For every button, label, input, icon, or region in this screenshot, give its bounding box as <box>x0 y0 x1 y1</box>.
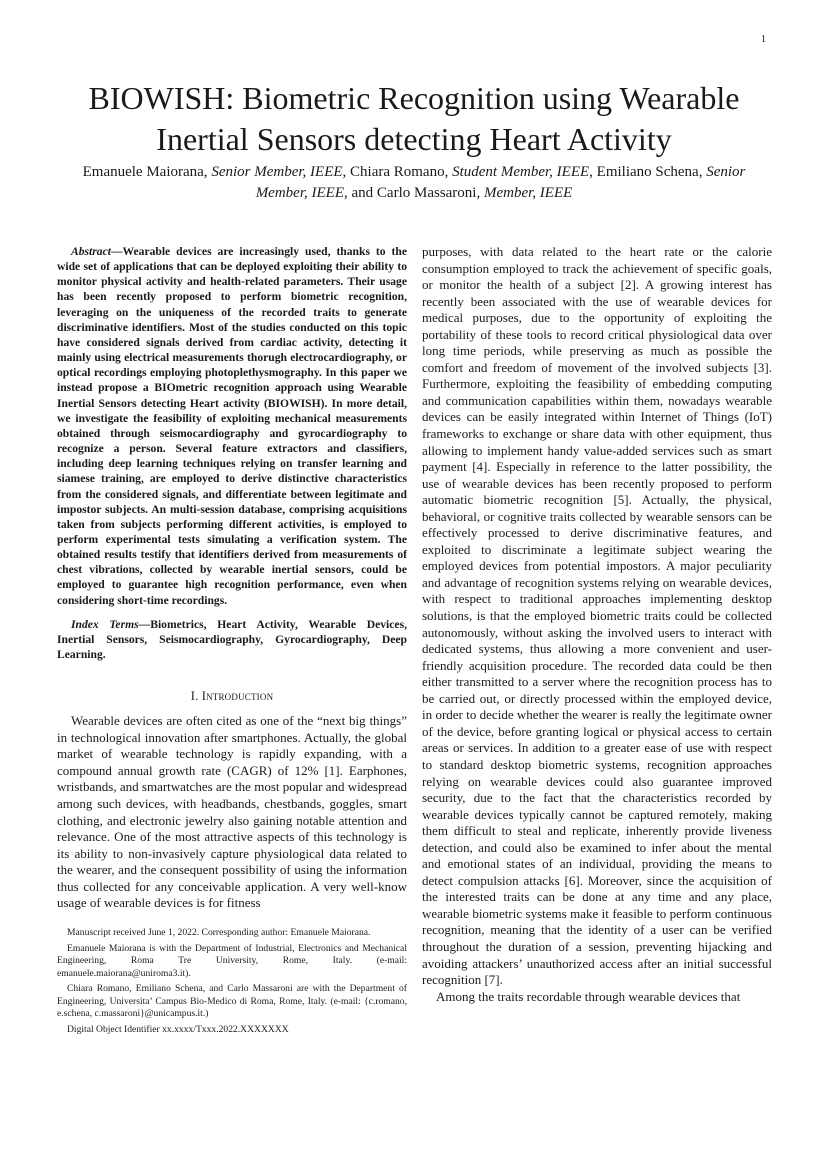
index-terms <box>57 617 407 662</box>
abstract-text: Wearable devices are increasingly used, thanks to the wide set of applications that can be deployed exploiting their ability to monitor physical activity and health-related parameters. Their usage has been recently proposed to perform biometric recognition, leveraging on the uniqueness of the recorded traits to generate discriminative identifiers. Most of the studies conducted on this topic have considered signals derived from cardiac activity, detecting it mainly using electrical measurements thorugh electrocardiography, or optical recordings employing photoplethysmography. In this paper we instead propose a BIOmetric recognition approach using Wearable Inertial Sensors detecting Heart activity (BIOWISH). In more detail, we investigate the feasibility of exploiting mechanical measurements obtained through seismocardiography and gyrocardiography to recognize a person. Several feature extractors and classifiers, including deep learning techniques relying on transfer learning and siamese training, are employed to derive distinctive characteristics from the considered signals, and differentiate between legitimate and impostor subjects. An multi-session database, comprising acquisitions taken from subjects performing different activities, is employed to perform experimental tests simulating a verification system. The obtained results testify that identifiers derived from measurements of chest vibrations, collected by wearable inertial sensors, could be employed to guarantee high recognition performance, even when considering short-time recordings. <box>57 245 407 607</box>
author-name: , Emiliano Schena, <box>589 164 707 180</box>
footnote-doi: Digital Object Identifier xx.xxxx/Txxx.2022.XXXXXXX <box>67 1023 289 1035</box>
footnote-affiliation-2: Chiara Romano, Emiliano Schena, and Carlo Massaroni are with the Department of Engineering, Universita’ Campus Bio-Medico di Roma, Rome, Italy. (e-mail: {c.romano, e.schena, c.massaroni}@unicampus.it.) <box>57 983 407 1019</box>
body-paragraph-next: Among the traits recordable through wearable devices that <box>436 988 741 1004</box>
author-role: Senior Member, IEEE <box>255 164 746 201</box>
author-role: Member, IEEE <box>483 185 573 201</box>
index-terms-text: —Biometrics, Heart Activity, Wearable Devices, Inertial Sensors, Seismocardiography, Gyrocardiography, Deep Learning. <box>57 617 407 662</box>
page-number: 1 <box>761 34 766 45</box>
author-role: Senior Member, IEEE <box>211 164 343 180</box>
author-name: , and Carlo Massaroni, <box>344 185 484 201</box>
intro-paragraph: Wearable devices are often cited as one of the “next big things” in technological innovation after smartphones. Actually, the global market of wearable technology is rapidly expanding, with a compound annual growth rate (CAGR) of 12% [1]. Earphones, wristbands, and smartwatches are the most popular and widespread among such devices, with headbands, chestbands, goggles, smart clothing, and electronic jewelry also gaining notable attention and relevance. One of the most attractive aspects of this technology is its ability to non-invasively capture physiological data related to the wearer, and the consequent possibility of using the information thus collected for any conceivable application. A very well-know usage of wearable devices is for fitness <box>57 713 407 911</box>
author-name: , Chiara Romano, <box>342 164 453 180</box>
index-terms-lead: Index Terms <box>71 617 139 631</box>
footnote-affiliation-1: Emanuele Maiorana is with the Department of Industrial, Electronics and Mechanical Engineering, Roma Tre University, Rome, Italy. (e-mail: emanuele.maiorana@uniroma3.it). <box>57 942 407 979</box>
right-column <box>422 244 772 1005</box>
abstract <box>57 244 407 608</box>
left-column <box>57 244 407 912</box>
footnote-manuscript: Manuscript received June 1, 2022. Corresponding author: Emanuele Maiorana. <box>67 927 371 938</box>
section-heading-introduction: I. Introduction <box>190 689 274 704</box>
body-paragraph: purposes, with data related to the heart rate or the calorie consumption employed to track the achievement of specific goals, or monitor the health of a subject [2]. A growing interest has recently been associated with the use of wearable devices for medical purposes, due to the opportunity of exploiting the portability of these tools to record critical physiological data over long time periods, while preserving as much as possible the comfort and freedom of movement of the involved subjects [3]. Furthermore, exploiting the feasibility of embedding computing and communication capabilities within them, nowadays wearable devices can be easily integrated within Internet of Things (IoT) frameworks to exchange or share data with other equipment, thus allowing to implement handy value-added services such as smart payment [4]. Especially in reference to the latter possibility, the use of wearable devices has been recently proposed to perform automatic biometric recognition [5]. Actually, the physical, behavioral, or cognitive traits collected by wearable sensors can be effectively processed to derive discriminative features, and exploited to discriminate a legitimate subject wearing the employed devices from potential impostors. A major peculiarity and advantage of recognition systems relying on wearable devices, with respect to traditional approaches implementing desktop solutions, is that the employed biometric traits could be collected autonomously, without asking the involved users to interact with dedicated systems, thus allowing a more convenient and user-friendly acquisition procedure. The recorded data could be then either transmitted to a server where the recognition process has to be carried out, or directly processed within the employed device, in order to decide whether the wearer is really the legitimate owner of the device, before granting logical or physical access to certain areas or services. In addition to a greater ease of use with respect to standard desktop biometric systems, recognition approaches relying on wearable devices could also guarantee improved security, due to the fact that the characteristics recorded by wearable devices typically cannot be captured remotely, making them difficult to steal and replicate, inherently provide liveness detection, and could also be examined to infer about the mental and emotional states of an individual, providing the means to detect compulsion attacks [6]. Moreover, since the acquisition of the interested traits can be done at any time and any place, wearable biometric systems make it feasible to perform continuous recognition, meaning that the identity of a user can be verified throughout the duration of a session, preventing hijacking and avoiding attackers’ unauthorized access after an initial successful recognition [7]. <box>422 244 772 988</box>
author-role: Student Member, IEEE <box>452 164 590 180</box>
author-list <box>58 162 770 204</box>
author-name: Emanuele Maiorana, <box>82 164 212 180</box>
paper-title: BIOWISH: Biometric Recognition using Wearable Inertial Sensors detecting Heart Activity <box>88 80 740 157</box>
abstract-lead: Abstract— <box>71 245 123 258</box>
footnotes <box>57 927 407 1039</box>
